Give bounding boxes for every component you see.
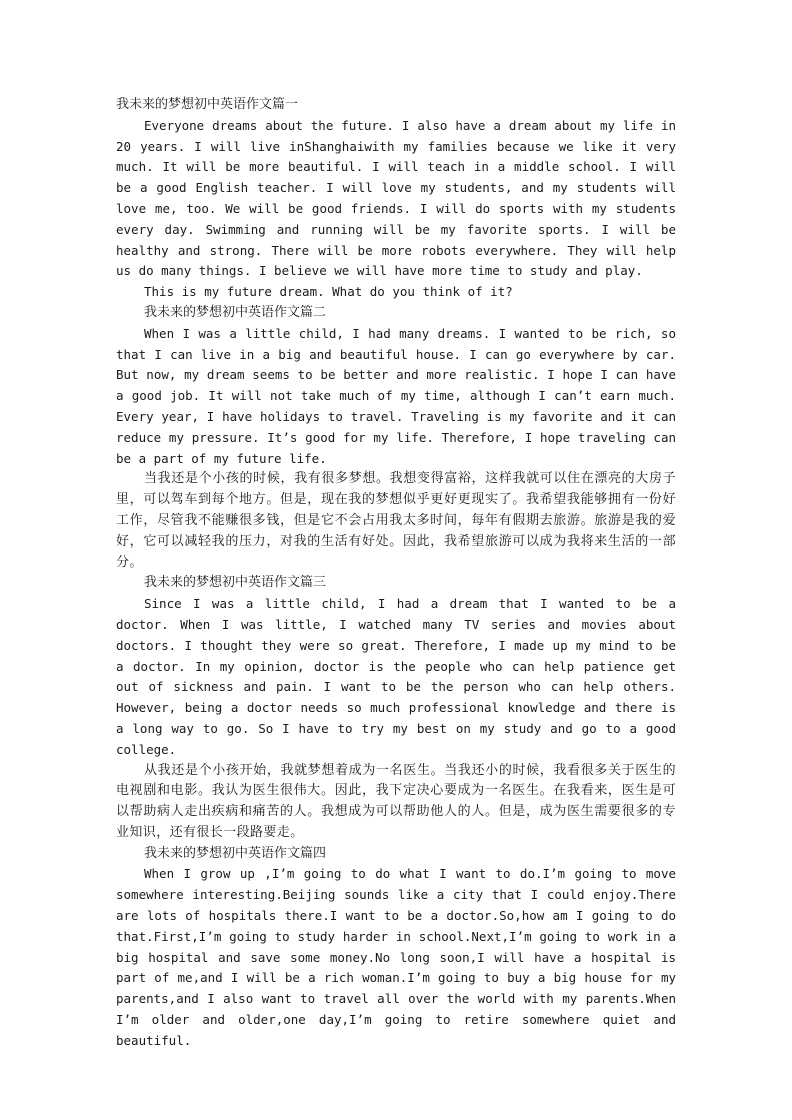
essay3-paragraph-english: Since I was a little child, I had a dream that I wanted to be a doctor. When I was little, I watched many TV series and movies about doctors. I thought they were so great. Therefore, I made up my mind to be a doctor. In my opinion, doctor is the people who can help patience get out of sickness and pain. I want to be the person who can help others. However, being a doctor needs so much professional knowledge and there is a long way to go. So I have to try my best on my study and go to a good college. [116, 596, 676, 757]
essay3-title: 我未来的梦想初中英语作文篇三 [144, 575, 327, 591]
document-page [116, 95, 676, 1052]
essay2-title: 我未来的梦想初中英语作文篇二 [144, 304, 327, 320]
essay4-title: 我未来的梦想初中英语作文篇四 [144, 845, 327, 861]
essay3-paragraph-chinese: 从我还是个小孩开始，我就梦想着成为一名医生。当我还小的时候，我看很多关于医生的电视剧和电影。我认为医生很伟大。因此，我下定决心要成为一名医生。在我看来，医生是可以帮助病人走出疾病和痛苦的人。我想成为可以帮助他人的人。但是，成为医生需要很多的专业知识，还有很长一段路要走。 [116, 762, 676, 840]
essay2-paragraph-chinese: 当我还是个小孩的时候，我有很多梦想。我想变得富裕，这样我就可以住在漂亮的大房子里，可以驾车到每个地方。但是，现在我的梦想似乎更好更现实了。我希望我能够拥有一份好工作，尽管我不能赚很多钱，但是它不会占用我太多时间，每年有假期去旅游。旅游是我的爱好，它可以减轻我的压力，对我的生活有好处。因此，我希望旅游可以成为我将来生活的一部分。 [116, 471, 676, 570]
essay4-paragraph-english: When I grow up ,I’m going to do what I want to do.I’m going to move somewhere interesting.Beijing sounds like a city that I could enjoy.There are lots of hospitals there.I want to be a doctor.So,how am I going to do that.First,I’m going to study harder in school.Next,I’m going to work in a big hospital and save some money.No long soon,I will have a hospital is part of me,and I will be a rich woman.I’m going to buy a big house for my parents,and I also want to travel all over the world with my parents.When I’m older and older,one day,I’m going to retire somewhere quiet and beautiful. [116, 866, 676, 1048]
essay1-title: 我未来的梦想初中英语作文篇一 [116, 97, 299, 112]
essay1-paragraph-1: Everyone dreams about the future. I also have a dream about my life in 20 years. I will live inShanghaiwith my families because we like it very much. It will be more beautiful. I will teach in a middle school. I will be a good English teacher. I will love my students, and my students will love me, too. We will be good friends. I will do sports with my students every day. Swimming and running will be my favorite sports. I will be healthy and strong. There will be more robots everywhere. They will help us do many things. I believe we will have more time to study and play. [116, 117, 676, 279]
essay1-paragraph-2: This is my future dream. What do you think of it? [144, 284, 513, 300]
essay2-paragraph-english: When I was a little child, I had many dreams. I wanted to be rich, so that I can live in a big and beautiful house. I can go everywhere by car. But now, my dream seems to be better and more realistic. I hope I can have a good job. It will not take much of my time, although I can’t earn much. Every year, I have holidays to travel. Traveling is my favorite and it can reduce my pressure. It’s good for my life. Therefore, I hope traveling can be a part of my future life. [116, 325, 676, 466]
